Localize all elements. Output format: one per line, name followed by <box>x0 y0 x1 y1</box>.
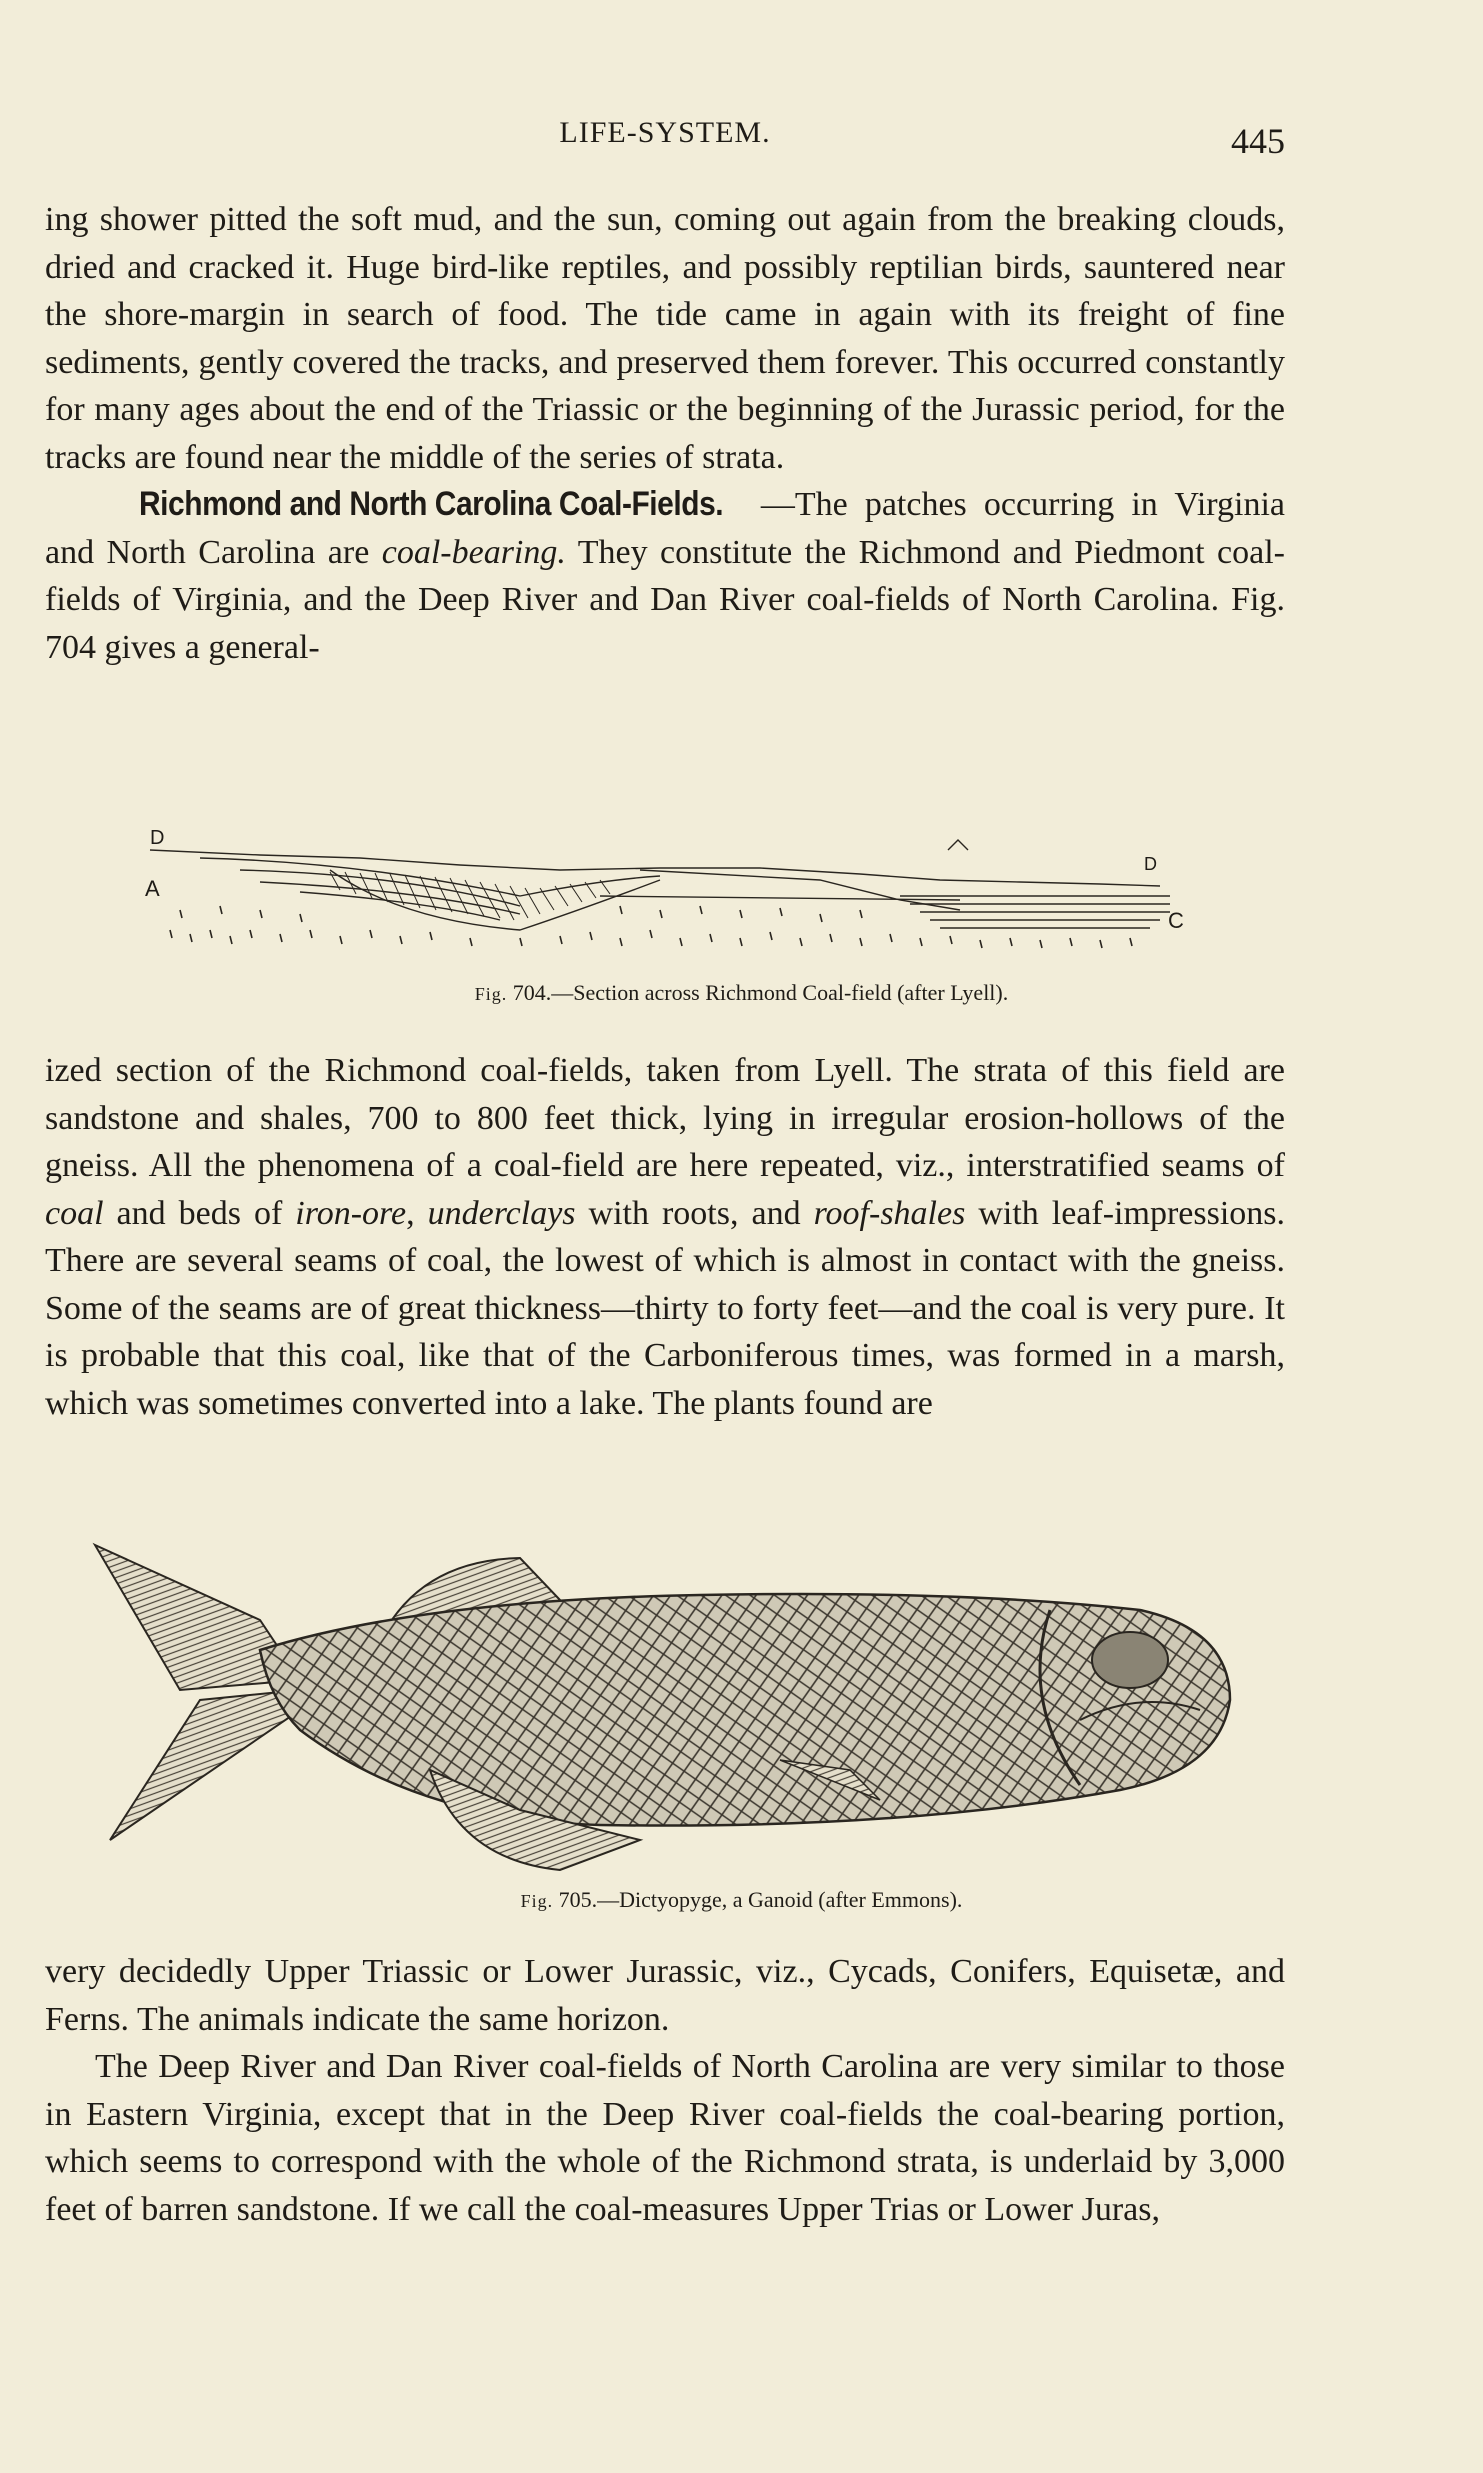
paragraph-2-emphasis: coal-bearing. <box>381 533 566 571</box>
text-block-bottom <box>45 1948 1285 2233</box>
emphasis-roof-shales: roof-shales <box>813 1194 966 1232</box>
paragraph-2-text-a: —The patches occurring in Virginia and North Carolina are <box>45 486 1285 571</box>
paragraph-1: ing shower pitted the soft mud, and the sun, coming out again from the breaking clouds, dried and cracked it. Huge bird-like reptiles, and possibly reptilian birds, sauntered near the shore-margin in search of food. The tide came in again with its freight of fine sediments, gently covered the tracks, and preserved them forever. This occurred constantly for many ages about the end of the Triassic or the beginning of the Jurassic period, for the tracks are found near the middle of the series of strata. <box>45 201 1285 476</box>
fish-illustration <box>0 1540 1483 1880</box>
coal-field-section-diagram <box>0 810 1483 970</box>
emphasis-iron-ore: iron-ore <box>295 1194 407 1232</box>
figure-705-caption-prefix: Fig. <box>520 1891 554 1911</box>
paragraph-2-text-b: They constitute the Richmond and Piedmont coal-fields of Virginia, and the Deep River and Dan River coal-fields of North Carolina. Fig. 704 gives a general- <box>45 533 1285 666</box>
figure-704-caption-prefix: Fig. <box>474 984 508 1004</box>
fish-eye <box>1092 1632 1168 1688</box>
label-d-right: D <box>1144 854 1157 874</box>
paragraph-3-text-1: ized section of the Richmond coal-fields, taken from Lyell. The strata of this field are sandstone and shales, 700 to 800 feet thick, lying in irregular erosion-hollows of the gneiss. All the phenomena of a coal-field are here repeated, viz., interstratified seams of <box>45 1052 1285 1184</box>
paragraph-4: very decidedly Upper Triassic or Lower Jurassic, viz., Cycads, Conifers, Equisetæ, and Ferns. The animals indicate the same horizon. <box>45 1953 1285 2038</box>
running-title: LIFE-SYSTEM. <box>559 116 771 149</box>
paragraph-3 <box>45 1047 1285 1427</box>
paragraph-3-text-4: with roots, and <box>575 1194 814 1232</box>
label-c: C <box>1168 908 1184 933</box>
paragraph-5: The Deep River and Dan River coal-fields of North Carolina are very similar to those in Eastern Virginia, except that in the Deep River coal-fields the coal-bearing portion, which seems to correspond with the whole of the Richmond strata, is underlaid by 3,000 feet of barren sandstone. If we call the coal-measures Upper Trias or Lower Juras, <box>45 2048 1285 2228</box>
text-block-top <box>45 196 1285 671</box>
figure-704-caption-text: 704.—Section across Richmond Coal-field (after Lyell). <box>507 980 1009 1005</box>
page-number: 445 <box>1231 121 1285 161</box>
paragraph-3-text-5: with leaf-impressions. There are several seams of coal, the lowest of which is almost in contact with the gneiss. Some of the seams are of great thickness—thirty to forty feet—and the coal is very pure. It is probable that this coal, like that of the Carboniferous times, was formed in a marsh, which was sometimes converted into a lake. The plants found are <box>45 1194 1285 1422</box>
emphasis-underclays: underclays <box>427 1194 576 1232</box>
running-head <box>45 112 1285 162</box>
tail-fin-lower <box>110 1690 300 1840</box>
figure-705-caption-text: 705.—Dictyopyge, a Ganoid (after Emmons). <box>553 1887 963 1912</box>
text-block-middle <box>45 1047 1285 1427</box>
fish-body <box>260 1594 1230 1826</box>
label-a: A <box>145 876 160 901</box>
paragraph-3-text-2: and beds of <box>103 1194 296 1232</box>
figure-705-caption <box>0 1887 1483 1913</box>
label-d-left: D <box>150 827 165 849</box>
emphasis-coal: coal <box>45 1194 104 1232</box>
paragraph-2 <box>45 481 1285 671</box>
figure-705 <box>0 1540 1483 1920</box>
section-heading: Richmond and North Carolina Coal-Fields. <box>139 485 724 523</box>
figure-704-caption <box>0 980 1483 1006</box>
paragraph-3-text-3: , <box>406 1194 428 1232</box>
figure-704 <box>0 810 1483 1010</box>
